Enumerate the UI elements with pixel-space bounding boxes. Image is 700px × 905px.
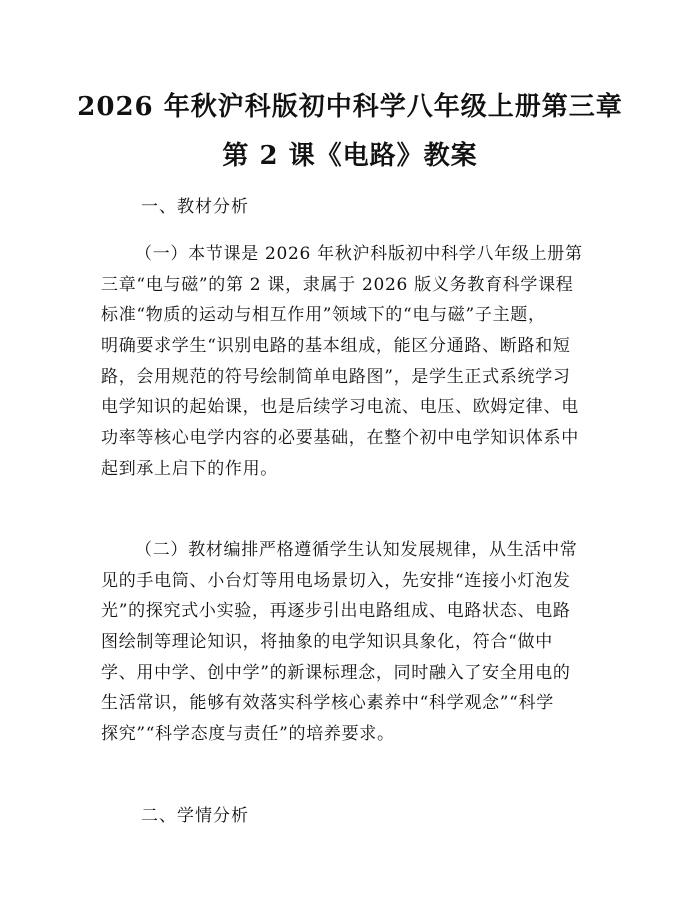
section-heading-textbook-analysis: 一、教材分析 [141,197,249,217]
paragraph-line: 探究”“科学态度与责任”的培养要求。 [101,724,395,745]
paragraph-line: 明确要求学生“识别电路的基本组成，能区分通路、断路和短 [101,336,571,357]
paragraph-line: 光”的探究式小实验，再逐步引出电路组成、电路状态、电路 [101,601,571,622]
paragraph-textbook-analysis-1 [101,239,601,485]
paragraph-line: 三章“电与磁”的第 2 课，隶属于 2026 版义务教育科学课程 [101,274,574,295]
paragraph-line: （一）本节课是 2026 年秋沪科版初中科学八年级上册第 [135,244,583,264]
paragraph-line: （二）教材编排严格遵循学生认知发展规律，从生活中常 [135,540,578,560]
paragraph-line: 图绘制等理论知识，将抽象的电学知识具象化，符合“做中 [101,632,553,653]
paragraph-line: 起到承上启下的作用。 [101,458,278,479]
paragraph-line: 见的手电筒、小台灯等用电场景切入，先安排“连接小灯泡发 [101,570,571,591]
paragraph-line: 学、用中学、创中学”的新课标理念，同时融入了安全用电的 [101,662,571,683]
paragraph-line: 路，会用规范的符号绘制简单电路图”，是学生正式系统学习 [101,366,571,387]
document-title-line-1: 2026 年秋沪科版初中科学八年级上册第三章 [77,92,623,122]
paragraph-line: 功率等核心电学内容的必要基础，在整个初中电学知识体系中 [101,428,579,449]
paragraph-line: 生活常识，能够有效落实科学核心素养中“科学观念”“科学 [101,693,554,714]
paragraph-line: 电学知识的起始课，也是后续学习电流、电压、欧姆定律、电 [101,397,579,418]
paragraph-line: 标准“物质的运动与相互作用”领域下的“电与磁”子主题， [101,305,546,326]
section-heading-student-analysis: 二、学情分析 [141,806,249,826]
paragraph-textbook-analysis-2 [101,535,601,750]
document-title-line-2: 第 2 课《电路》教案 [222,141,478,171]
